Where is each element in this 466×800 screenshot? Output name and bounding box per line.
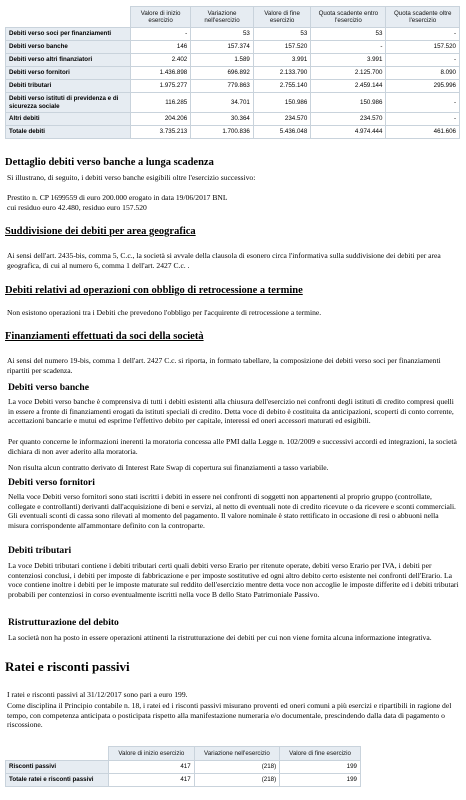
row-label: Altri debiti — [6, 113, 131, 126]
table-cell: 3.991 — [311, 54, 386, 67]
table-header-row — [6, 747, 361, 761]
dettaglio-intro: Si illustrano, di seguito, i debiti verso banche esigibili oltre l'esercizio successivo: — [7, 173, 256, 182]
table-cell: 461.606 — [386, 126, 460, 139]
table-cell: - — [386, 28, 460, 41]
header-cell: Variazione nell'esercizio — [191, 7, 254, 28]
row-label: Debiti verso altri finanziatori — [6, 54, 131, 67]
table-row — [6, 774, 361, 787]
table-cell: 1.975.277 — [131, 80, 191, 93]
table-cell: 53 — [253, 28, 310, 41]
header-cell: Valore di inizio esercizio — [109, 747, 195, 761]
fornitori-text: Nella voce Debiti verso fornitori sono stati iscritti i debiti in essere nei confronti di soggetti non appartenenti al proprio gruppo (controllate, collegate e controllanti) derivanti dall'acquisizione di beni e servizi, al netto di eventuali note di credito ricevute o da ricevere e sconti commerciali. Gli eventuali sconti di cassa sono rilevati al momento del pagamento. Il valore nominale è stato rettificato in occasione di resi o abbuoni nella misura corrispondente all'ammontare definito con la controparte. — [8, 492, 456, 530]
table-cell: 1.436.898 — [131, 67, 191, 80]
header-cell: Quota scadente entro l'esercizio — [311, 7, 386, 28]
table-cell: 2.755.140 — [253, 80, 310, 93]
header-cell: Valore di fine esercizio — [253, 7, 310, 28]
row-label: Debiti verso banche — [6, 41, 131, 54]
table-cell: 234.570 — [311, 113, 386, 126]
table-cell: 417 — [109, 761, 195, 774]
table-cell: 157.520 — [253, 41, 310, 54]
table-row — [6, 41, 460, 54]
table-cell: 2.459.144 — [311, 80, 386, 93]
banche-text-2: Per quanto concerne le informazioni inerenti la moratoria concessa alle PMI dalla Legge n. 102/2009 e successivi accordi ed integrazioni, la società dichiara di non aver aderito alla moratoria. — [8, 437, 457, 456]
banche-text-3: Non risulta alcun contratto derivato di Interest Rate Swap di copertura sui finanziamenti a tasso variabile. — [8, 463, 329, 472]
subtitle-banche: Debiti verso banche — [8, 382, 90, 393]
dettaglio-line-1: Prestito n. CP 1699559 di euro 200.000 erogato in data 19/06/2017 BNL — [7, 193, 228, 202]
table-cell: 4.974.444 — [311, 126, 386, 139]
header-cell: Valore di fine esercizio — [280, 747, 361, 761]
table-cell: - — [386, 54, 460, 67]
table-cell: 234.570 — [253, 113, 310, 126]
section-title-ratei: Ratei e risconti passivi — [5, 659, 130, 674]
retro-text: Non esistono operazioni tra i Debiti che prevedono l'obbligo per l'acquirente di retrocessione a termine. — [7, 308, 322, 317]
table-row — [6, 93, 460, 113]
table-cell: 157.520 — [386, 41, 460, 54]
table-cell: 204.206 — [131, 113, 191, 126]
table-row — [6, 54, 460, 67]
subtitle-tributari: Debiti tributari — [8, 545, 72, 556]
row-label: Debiti verso fornitori — [6, 67, 131, 80]
table-header-row — [6, 7, 460, 28]
table-row — [6, 28, 460, 41]
ristrutturazione-text: La società non ha posto in essere operazioni attinenti la ristrutturazione dei debiti per cui non viene fornita alcuna informazione integrativa. — [8, 633, 432, 642]
row-label: Debiti verso soci per finanziamenti — [6, 28, 131, 41]
table-row — [6, 126, 460, 139]
table-cell: 2.402 — [131, 54, 191, 67]
table-cell: - — [386, 113, 460, 126]
table-cell: (218) — [194, 761, 279, 774]
table-cell: 295.996 — [386, 80, 460, 93]
table-cell: 696.892 — [191, 67, 254, 80]
table-row — [6, 80, 460, 93]
table-cell: 116.285 — [131, 93, 191, 113]
banche-text-1: La voce Debiti verso banche è comprensiva di tutti i debiti esistenti alla chiusura dell'esercizio nei confronti degli istituti di credito compresi quelli in essere a fronte di finanziamenti erogati da istituti speciali di credito. Detta voce di debito è costituita da anticipazioni, scoperti di conto corrente, accettazioni bancarie e mutui ed esprime l'effettivo debito per capitale, interessi ed oneri accessori maturati ed esigibili. — [8, 397, 454, 426]
header-cell: Variazione nell'esercizio — [194, 747, 279, 761]
table-cell: 1.700.836 — [191, 126, 254, 139]
dettaglio-line-2: cui residuo euro 42.480, residuo euro 157.520 — [7, 203, 147, 212]
section-title-dettaglio: Dettaglio debiti verso banche a lunga scadenza — [5, 157, 214, 168]
area-text: Ai sensi dell'art. 2435-bis, comma 5, C.c., la società si avvale della clausola di esonero circa l'informativa sulla suddivisione dei debiti per area geografica, di cui al numero 6, comma 1 dell'art. 2427 C.c. . — [7, 251, 441, 270]
row-label: Totale ratei e risconti passivi — [6, 774, 109, 787]
table-cell: - — [386, 93, 460, 113]
table-cell: - — [311, 41, 386, 54]
table-cell: 146 — [131, 41, 191, 54]
table-cell: 779.863 — [191, 80, 254, 93]
row-label: Debiti tributari — [6, 80, 131, 93]
table-cell: 3.991 — [253, 54, 310, 67]
subtitle-ristrutturazione: Ristrutturazione del debito — [8, 617, 119, 628]
table-row — [6, 761, 361, 774]
table-cell: 417 — [109, 774, 195, 787]
table-cell: 2.133.790 — [253, 67, 310, 80]
table-cell: 199 — [280, 774, 361, 787]
table-cell: 199 — [280, 761, 361, 774]
header-cell — [6, 7, 131, 28]
row-label: Risconti passivi — [6, 761, 109, 774]
section-title-retro: Debiti relativi ad operazioni con obbligo di retrocessione a termine — [5, 285, 303, 296]
header-cell: Quota scadente oltre l'esercizio — [386, 7, 460, 28]
table-row — [6, 113, 460, 126]
table-cell: 157.374 — [191, 41, 254, 54]
section-title-area: Suddivisione dei debiti per area geografica — [5, 226, 196, 237]
ratei-text-1: I ratei e risconti passivi al 31/12/2017 sono pari a euro 199. — [7, 690, 188, 699]
table-cell: 150.986 — [253, 93, 310, 113]
ratei-table — [5, 746, 361, 787]
header-cell: Valore di inizio esercizio — [131, 7, 191, 28]
tributari-text: La voce Debiti tributari contiene i debiti tributari certi quali debiti verso Erario per ritenute operate, debiti verso Erario per IVA, i debiti per contenziosi conclusi, i debiti per imposte di fabbricazione e per imposte sostitutive ed ogni altro debito certo esistente nei confronti dell'Erario. La voce contiene inoltre i debiti per le imposte maturate sul reddito dell'esercizio mentre detta voce non accoglie le imposte differite ed i debiti tributari probabili per contenziosi in corso eventualmente iscritti nella voce B dello Stato Patrimoniale Passivo. — [8, 561, 459, 599]
table-cell: 5.436.048 — [253, 126, 310, 139]
ratei-text-2: Come disciplina il Principio contabile n. 18, i ratei ed i risconti passivi misurano proventi ed oneri comuni a più esercizi e ripartibili in ragione del tempo, con competenza anticipata o posticipata rispetto alla manifestazione numeraria e/o documentale, prescindendo dalla data di pagamento o riscossione. — [7, 701, 452, 730]
debiti-table — [5, 6, 460, 139]
table-cell: 53 — [311, 28, 386, 41]
table-cell: 1.589 — [191, 54, 254, 67]
table-cell: (218) — [194, 774, 279, 787]
table-cell: 53 — [191, 28, 254, 41]
table-cell: 150.986 — [311, 93, 386, 113]
table-cell: 2.125.700 — [311, 67, 386, 80]
table-cell: 34.701 — [191, 93, 254, 113]
table-cell: 3.735.213 — [131, 126, 191, 139]
row-label: Totale debiti — [6, 126, 131, 139]
row-label: Debiti verso istituti di previdenza e di sicurezza sociale — [6, 93, 131, 113]
header-cell — [6, 747, 109, 761]
soci-text: Ai sensi del numero 19-bis, comma 1 dell'art. 2427 C.c. si riporta, in formato tabellare, la composizione dei debiti verso soci per finanziamenti ripartiti per scadenza. — [7, 356, 441, 375]
table-cell: 30.364 — [191, 113, 254, 126]
table-cell: - — [131, 28, 191, 41]
table-cell: 8.090 — [386, 67, 460, 80]
section-title-soci: Finanziamenti effettuati da soci della società — [5, 331, 204, 342]
table-row — [6, 67, 460, 80]
subtitle-fornitori: Debiti verso fornitori — [8, 477, 95, 488]
